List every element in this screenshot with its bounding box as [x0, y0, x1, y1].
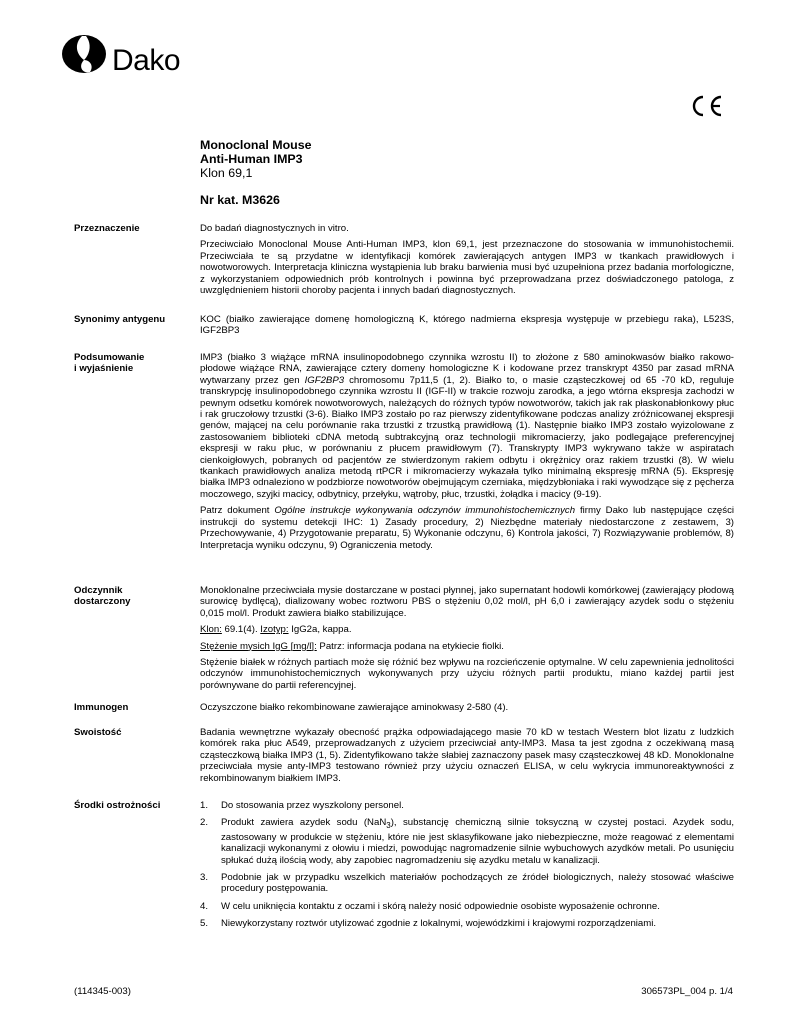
isotype-field-label: Izotyp: — [260, 624, 289, 636]
clone-label: Klon 69,1 — [200, 166, 253, 180]
section-immunogen — [74, 702, 734, 713]
section-specificity — [74, 727, 734, 784]
paragraph: Przeciwciało Monoclonal Mouse Anti-Human IMP3, klon 69,1, jest przeznaczone do stosowania w immunohistochemii. Przeciwciała te są przydatne w identyfikacji komórek zawierających antygen IMP3 w tkankach prawidłowych i nowotworowych. Interpretacja kliniczna wystąpienia lub braku barwienia musi być uzupełniona przez badania morfologiczne, z wykorzystaniem odpowiednich prób kontrolnych i powinna być przeprowadzana przez doświadczonego patologa, z uwzględnieniem historii choroby pacjenta i innych badań diagnostycznych. — [200, 239, 734, 297]
list-item: 4. W celu uniknięcia kontaktu z oczami i skórą należy nosić odpowiednie osobiste wyposażenie ochronne. — [200, 900, 660, 912]
paragraph: IMP3 (białko 3 wiążące mRNA insulinopodobnego czynnika wzrostu II) to złożone z 580 aminokwasów białko rakowo-płodowe wiążące RNA, zawierające cztery domeny homologiczne K i kodowane przez transkrypt 4350 par zasad mRNA wytwarzany przez gen IGF2BP3 chromosomu 7p11,5 (1, 2). Białko to, o masie cząsteczkowej od 65 -70 kD, reguluje transkrypcję insulinopodobnego czynnika wzrostu II (IGF-II) w trakcie rozwoju zarodka, a jego wtórna ekspresja zachodzi w pewnym odsetku komórek nowotworowych, należących do różnych typów nowotworów, takich jak rak płaskonabłonkowy płuc i rak gruczołowy trzustki (3-6). Białko IMP3 zostało po raz pierwszy zidentyfikowane podczas analizy zróżnicowanej ekspresji genów, mającej na celu porównanie raka trzustki z trzustką prawidłową (1). Następnie białko IMP3 zostało wyizolowane z zastosowaniem biblioteki cDNA metodą subtrakcyjną oraz technologii mikromacierzy, jako podlegające preferencyjnej ekspresji w raku płuc, w porównaniu z płucem prawidłowym (7). Transkrypty IMP3 wykrywano także w aspiratach cienkoigłowych, pobranych od pacjentów ze stwierdzonym rakiem odbytu i okrężnicy oraz rakiem trzustki (8). W wielu tkankach prawidłowych analiza metodą rtPCR i mikromacierzy wykazała tylko minimalną ekspresję mRNA (5). Ekspresję białka IMP3 odnaleziono w podzbiorze nowotworów obejmującym czerniaka, międzybłoniaka i raki wywodzące się z pęcherza moczowego, szyjki macicy, odbytnicy, przełyku, wątroby, płuc, trzustki, żołądka i macicy (9-19). — [200, 352, 734, 500]
catalog-number: Nr kat. M3626 — [200, 193, 280, 207]
dako-logo-mark-icon — [60, 32, 110, 78]
dako-logo-text: Dako — [112, 44, 181, 77]
list-item: 3. Podobnie jak w przypadku wszelkich materiałów pochodzących ze źródeł biologicznych, należy stosować właściwe procedury postępowania. — [200, 871, 734, 895]
section-synonyms — [74, 314, 734, 337]
ce-mark-icon — [688, 94, 724, 118]
paragraph: Stężenie białek w różnych partiach może się różnić bez wpływu na rozcieńczenie optymalne. W celu zapewnienia jednolitości odczynów immunohistochemicznych wykonywanych przy użyciu różnych partii produktu, miano każdej partii jest porównywane do partii referencyjnej. — [200, 657, 734, 691]
product-title-line1: Monoclonal Mouse — [200, 138, 312, 152]
paragraph: Do badań diagnostycznych in vitro. — [200, 223, 349, 234]
concentration-field-label: Stężenie mysich IgG [mg/l]: — [200, 640, 317, 652]
section-label: Przeznaczenie — [74, 223, 140, 234]
section-intended-use — [74, 223, 734, 296]
paragraph: Badania wewnętrzne wykazały obecność prążka odpowiadającego masie 70 kD w testach Western blot lizatu z ludzkich komórek raka płuc A549, przeprowadzanych z użyciem przeciwciał anty-IMP3. Masa ta jest zgodna z oczekiwaną masą cząsteczkową białka IMP3 (1, 5). Zidentyfikowano także słabiej zaznaczony pasek masy cząsteczkowej 48 kD. Monoklonalne przeciwciała mysie anty-IMP3 testowano również przy użyciu oznaczeń ELISA, w celu wykrycia immunoreaktywności z rekombinowanym białkiem IMP3. — [200, 727, 734, 784]
section-label: Immunogen — [74, 702, 129, 713]
product-title-block — [200, 138, 312, 207]
paragraph: Klon: 69.1(4). Izotyp: IgG2a, kappa. — [200, 624, 352, 636]
paragraph: Stężenie mysich IgG [mg/l]: Patrz: informacja podana na etykiecie fiolki. — [200, 640, 504, 652]
paragraph: KOC (białko zawierające domenę homologiczną K, którego nadmierna ekspresja występuje w przebiegu raka), L523S, IGF2BP3 — [200, 314, 734, 337]
section-label: Swoistość — [74, 727, 122, 738]
section-label: Podsumowanie i wyjaśnienie — [74, 352, 145, 375]
paragraph: Monoklonalne przeciwciała mysie dostarczane w postaci płynnej, jako supernatant hodowli komórkowej (zawierający płodową surowicę bydlęcą), dializowany wobec roztworu PBS o stężeniu 0,02 mol/l, pH 6,0 i zawierający azydek sodu o stężeniu 0,015 mol/l. Produkt zawiera białko stabilizujące. — [200, 585, 734, 619]
list-item: 5. Niewykorzystany roztwór utylizować zgodnie z lokalnymi, wojewódzkimi i krajowymi rozporządzeniami. — [200, 918, 657, 930]
document-title: Ogólne instrukcje wykonywania odczynów immunohistochemicznych — [274, 505, 576, 517]
section-reagent — [74, 585, 734, 691]
section-label: Środki ostrożności — [74, 800, 161, 811]
section-label: Odczynnik dostarczony — [74, 585, 131, 608]
paragraph: Oczyszczone białko rekombinowane zawierające aminokwasy 2-580 (4). — [200, 702, 509, 713]
gene-name: IGF2BP3 — [304, 374, 345, 386]
section-label: Synonimy antygenu — [74, 314, 166, 325]
paragraph: Patrz dokument Ogólne instrukcje wykonywania odczynów immunohistochemicznych firmy Dako lub następujące części instrukcji do systemu detekcji IHC: 1) Zasady procedury, 2) Niezbędne materiały niedostarczone z zestawem, 3) Przechowywanie, 4) Przygotowanie preparatu, 5) Wykonanie odczynu, 6) Kontrola jakości, 7) Rozwiązywanie problemów, 8) Interpretacja wyniku odczynu, 9) Ograniczenia metody. — [200, 505, 734, 551]
dako-logo — [60, 30, 192, 86]
list-item: 1. Do stosowania przez wyszkolony personel. — [200, 800, 404, 811]
product-title-line2: Anti-Human IMP3 — [200, 152, 303, 166]
footer-page-number: 306573PL_004 p. 1/4 — [641, 986, 733, 997]
clone-field-label: Klon: — [200, 624, 222, 636]
section-summary — [74, 352, 734, 551]
footer-document-id: (114345-003) — [74, 986, 131, 997]
list-item: 2. Produkt zawiera azydek sodu (NaN$_3$), substancję chemiczną silnie toksyczną w czystej postaci. Azydek sodu, zastosowany w produkcie w stężeniu, które nie jest sklasyfikowane jako niebezpieczne, może reagować z elementami kanalizacji wykonanymi z ołowiu i miedzi, powodując nagromadzenie silnie wybuchowych azydków metali. Po usunięciu spłukać dużą ilością wody, aby zapobiec nagromadzeniu się azydku metalu w kanalizacji. — [200, 817, 734, 866]
section-precautions — [74, 800, 734, 936]
precautions-list — [200, 800, 734, 930]
